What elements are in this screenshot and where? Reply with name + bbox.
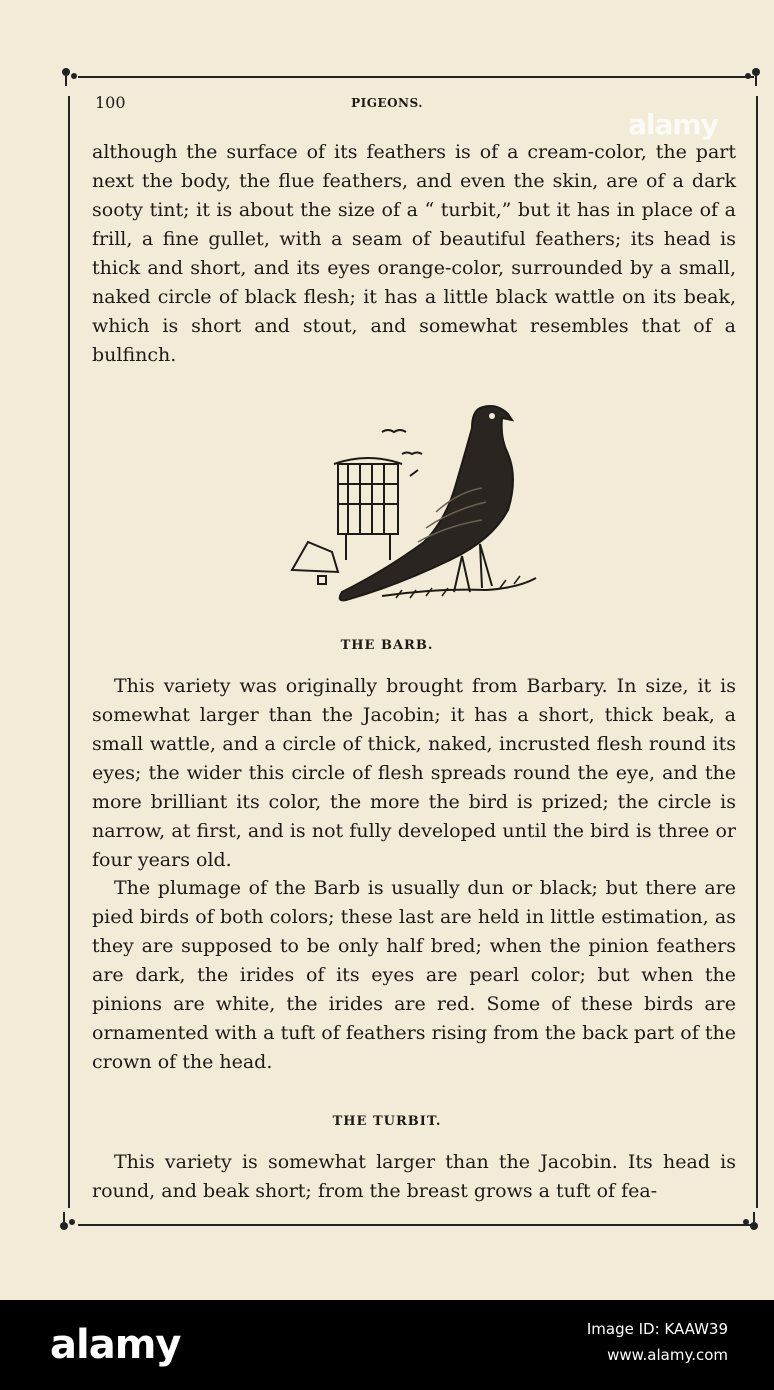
frame-bottom-rule: [78, 1224, 754, 1226]
corner-ornament-icon: [58, 1210, 80, 1232]
dovecote-icon: [334, 458, 402, 560]
corner-ornament-icon: [738, 1210, 760, 1232]
frame-top-rule: [78, 76, 754, 78]
site-url-link[interactable]: www.alamy.com: [607, 1346, 728, 1364]
watermark: alamy: [628, 108, 718, 141]
image-id-label: Image ID: KAAW39: [586, 1320, 728, 1338]
stock-footer-bar: [0, 1300, 774, 1390]
barb-pigeon-illustration: [286, 392, 542, 608]
body-paragraph: This variety was originally brought from Barbary. In size, it is somewhat larger than the Jacobin; it has a short, thick beak, a small wattle, and a circle of thick, naked, incrusted flesh round its eyes; the wider this circle of flesh spreads round the eye, and the more brilliant its color, the more the bird is prized; the circle is narrow, at first, and is not fully developed until the bird is three or four years old.: [92, 675, 736, 871]
body-paragraph: This variety is somewhat larger than the Jacobin. Its head is round, and beak short; from the breast grows a tuft of fea-: [92, 1151, 736, 1202]
alamy-logo[interactable]: alamy: [50, 1322, 181, 1368]
body-paragraph: The plumage of the Barb is usually dun or black; but there are pied birds of both colors; these last are held in little estimation, as they are supposed to be only half bred; when the pinion feathers are dark, the irides of its eyes are pearl color; but when the pinions are white, the irides are red. Some of these birds are ornamented with a tuft of feathers rising from the back part of the crown of the head.: [92, 877, 736, 1073]
corner-ornament-icon: [60, 66, 82, 88]
corner-ornament-icon: [740, 66, 762, 88]
page-number: 100: [95, 93, 126, 112]
section-heading: THE BARB.: [340, 638, 434, 653]
body-paragraph: although the surface of its feathers is of a cream-color, the part next the body, the flue feathers, and even the skin, are of a dark sooty tint; it is about the size of a “ turbit,” but it has in place of a frill, a fine gullet, with a seam of beautiful feathers; its head is thick and short, and its eyes orange-color, surrounded by a small, naked circle of black flesh; it has a little black wattle on its beak, which is short and stout, and somewhat resembles that of a bulfinch.: [92, 141, 736, 366]
section-heading: THE TURBIT.: [332, 1114, 442, 1129]
running-title: PIGEONS.: [351, 96, 423, 110]
